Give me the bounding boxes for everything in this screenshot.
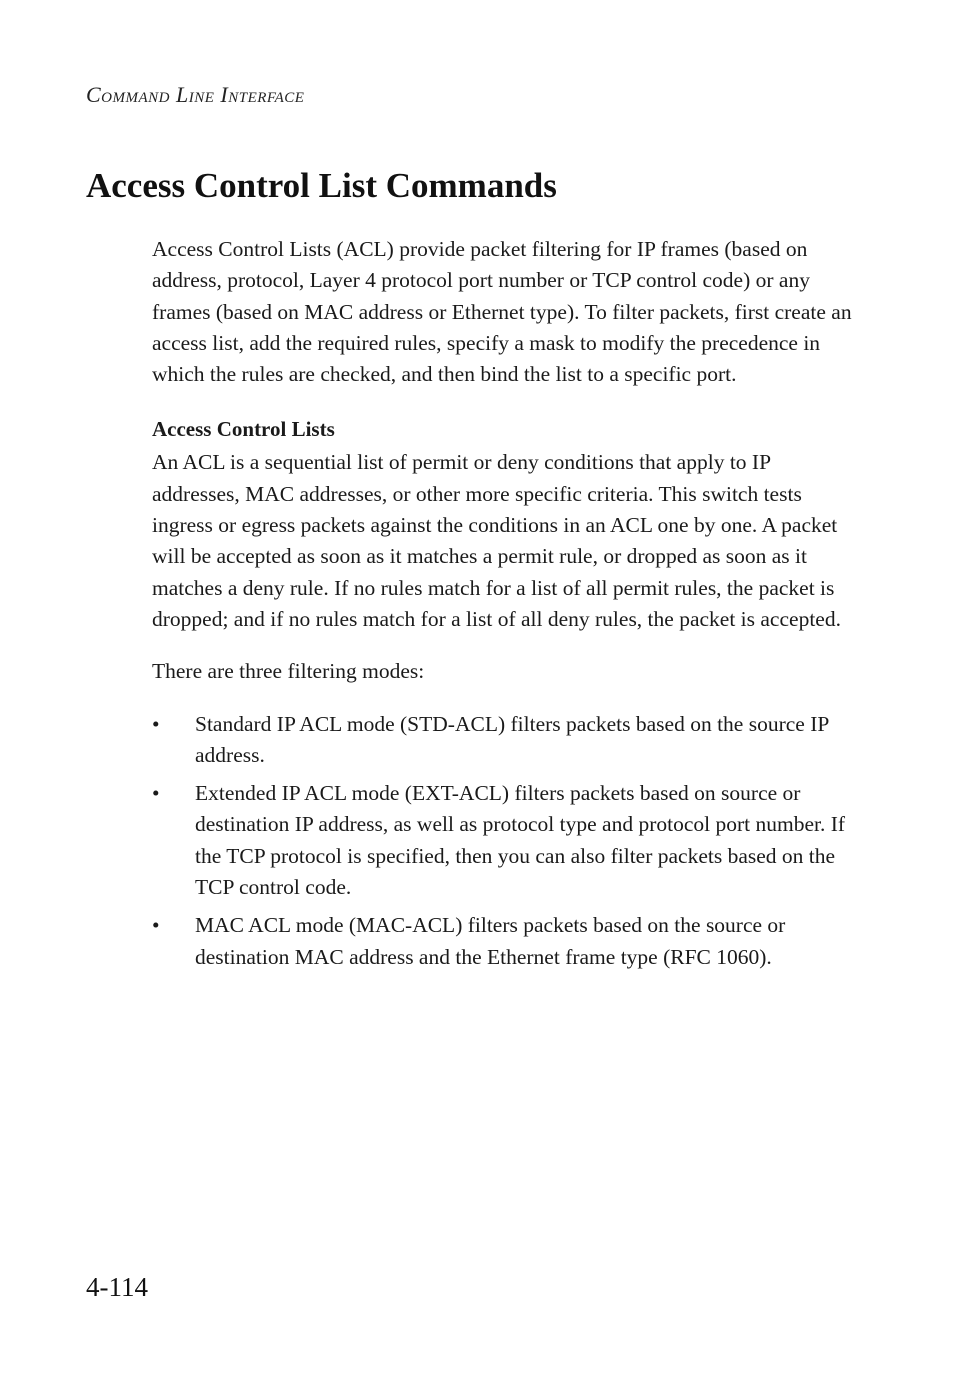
bullet-icon: •	[152, 781, 160, 806]
filtering-modes-intro: There are three filtering modes:	[152, 659, 425, 684]
filtering-modes-list	[152, 709, 852, 973]
section-body	[152, 234, 852, 980]
list-item-ext-acl	[152, 778, 852, 903]
page-title: Access Control List Commands	[86, 166, 557, 205]
subheading-access-control-lists: Access Control Lists	[152, 417, 335, 442]
acl-description-paragraph: An ACL is a sequential list of permit or deny conditions that apply to IP addresses, MAC addresses, or other more specific criteria. This switch tests ingress or egress packets against the conditions in an ACL one by one. A packet will be accepted as soon as it matches a permit rule, or dropped as soon as it matches a deny rule. If no rules match for a list of all permit rules, the packet is dropped; and if no rules match for a list of all deny rules, the packet is accepted.	[152, 450, 841, 631]
page-number: 4-114	[86, 1272, 148, 1302]
list-item-text: Extended IP ACL mode (EXT-ACL) filters packets based on source or destination IP address, as well as protocol type and protocol port number. If the TCP protocol is specified, then you can also filter packets based on the TCP control code.	[195, 781, 846, 900]
list-item-text: MAC ACL mode (MAC-ACL) filters packets based on the source or destination MAC address and the Ethernet frame type (RFC 1060).	[195, 913, 786, 969]
list-item-mac-acl	[152, 910, 852, 973]
intro-paragraph: Access Control Lists (ACL) provide packet filtering for IP frames (based on address, protocol, Layer 4 protocol port number or TCP control code) or any frames (based on MAC address or Ethernet type). To filter packets, first create an access list, add the required rules, specify a mask to modify the precedence in which the rules are checked, and then bind the list to a specific port.	[152, 237, 852, 387]
list-item-std-acl	[152, 709, 852, 772]
running-header: Command Line Interface	[86, 82, 305, 107]
list-item-text: Standard IP ACL mode (STD-ACL) filters packets based on the source IP address.	[195, 711, 829, 767]
bullet-icon: •	[152, 711, 160, 736]
bullet-icon: •	[152, 913, 160, 938]
